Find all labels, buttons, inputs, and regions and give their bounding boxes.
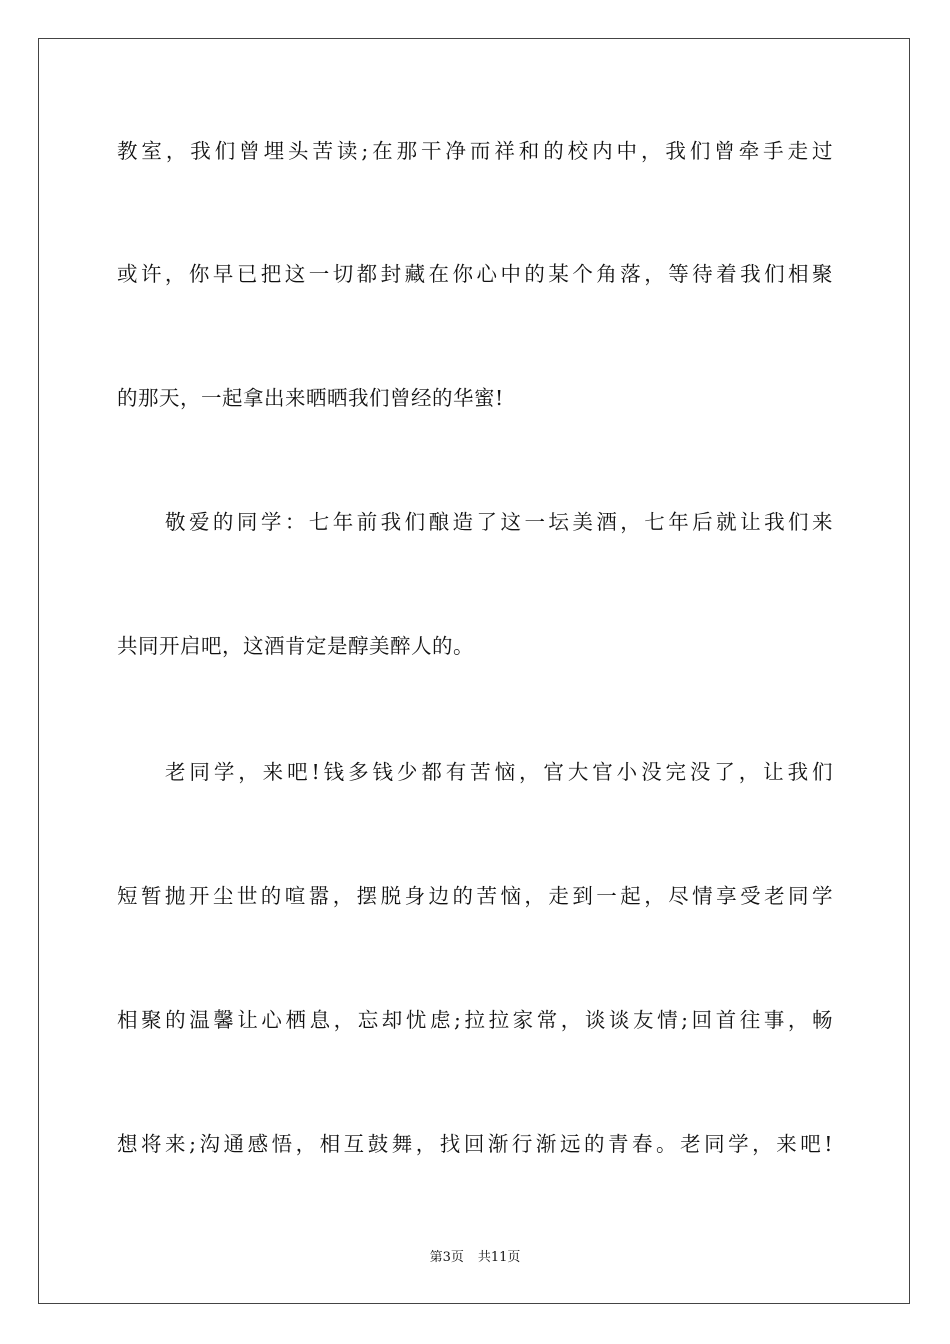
text-line-8: 相聚的温馨让心栖息，忘却忧虑;拉拉家常，谈谈友情;回首往事，畅 <box>117 1008 833 1032</box>
text-line-1: 教室，我们曾埋头苦读;在那干净而祥和的校内中，我们曾牵手走过 <box>117 139 833 163</box>
text-line-7: 短暂抛开尘世的喧嚣，摆脱身边的苦恼，走到一起，尽情享受老同学 <box>117 884 833 908</box>
text-line-9: 想将来;沟通感悟，相互鼓舞，找回渐行渐远的青春。老同学，来吧! <box>117 1132 833 1156</box>
text-line-5: 共同开启吧，这酒肯定是醇美醉人的。 <box>117 634 474 658</box>
text-line-4: 敬爱的同学：七年前我们酿造了这一坛美酒，七年后就让我们来 <box>165 510 833 534</box>
text-line-6: 老同学，来吧!钱多钱少都有苦恼，官大官小没完没了，让我们 <box>165 760 833 784</box>
total-pages: 共11页 <box>477 1250 521 1265</box>
text-line-2: 或许，你早已把这一切都封藏在你心中的某个角落，等待着我们相聚 <box>117 262 833 286</box>
page-footer <box>0 1250 950 1266</box>
text-line-3: 的那天，一起拿出来晒晒我们曾经的华蜜! <box>117 386 504 410</box>
page-border <box>38 38 910 1304</box>
page-number: 第3页 <box>429 1250 464 1265</box>
